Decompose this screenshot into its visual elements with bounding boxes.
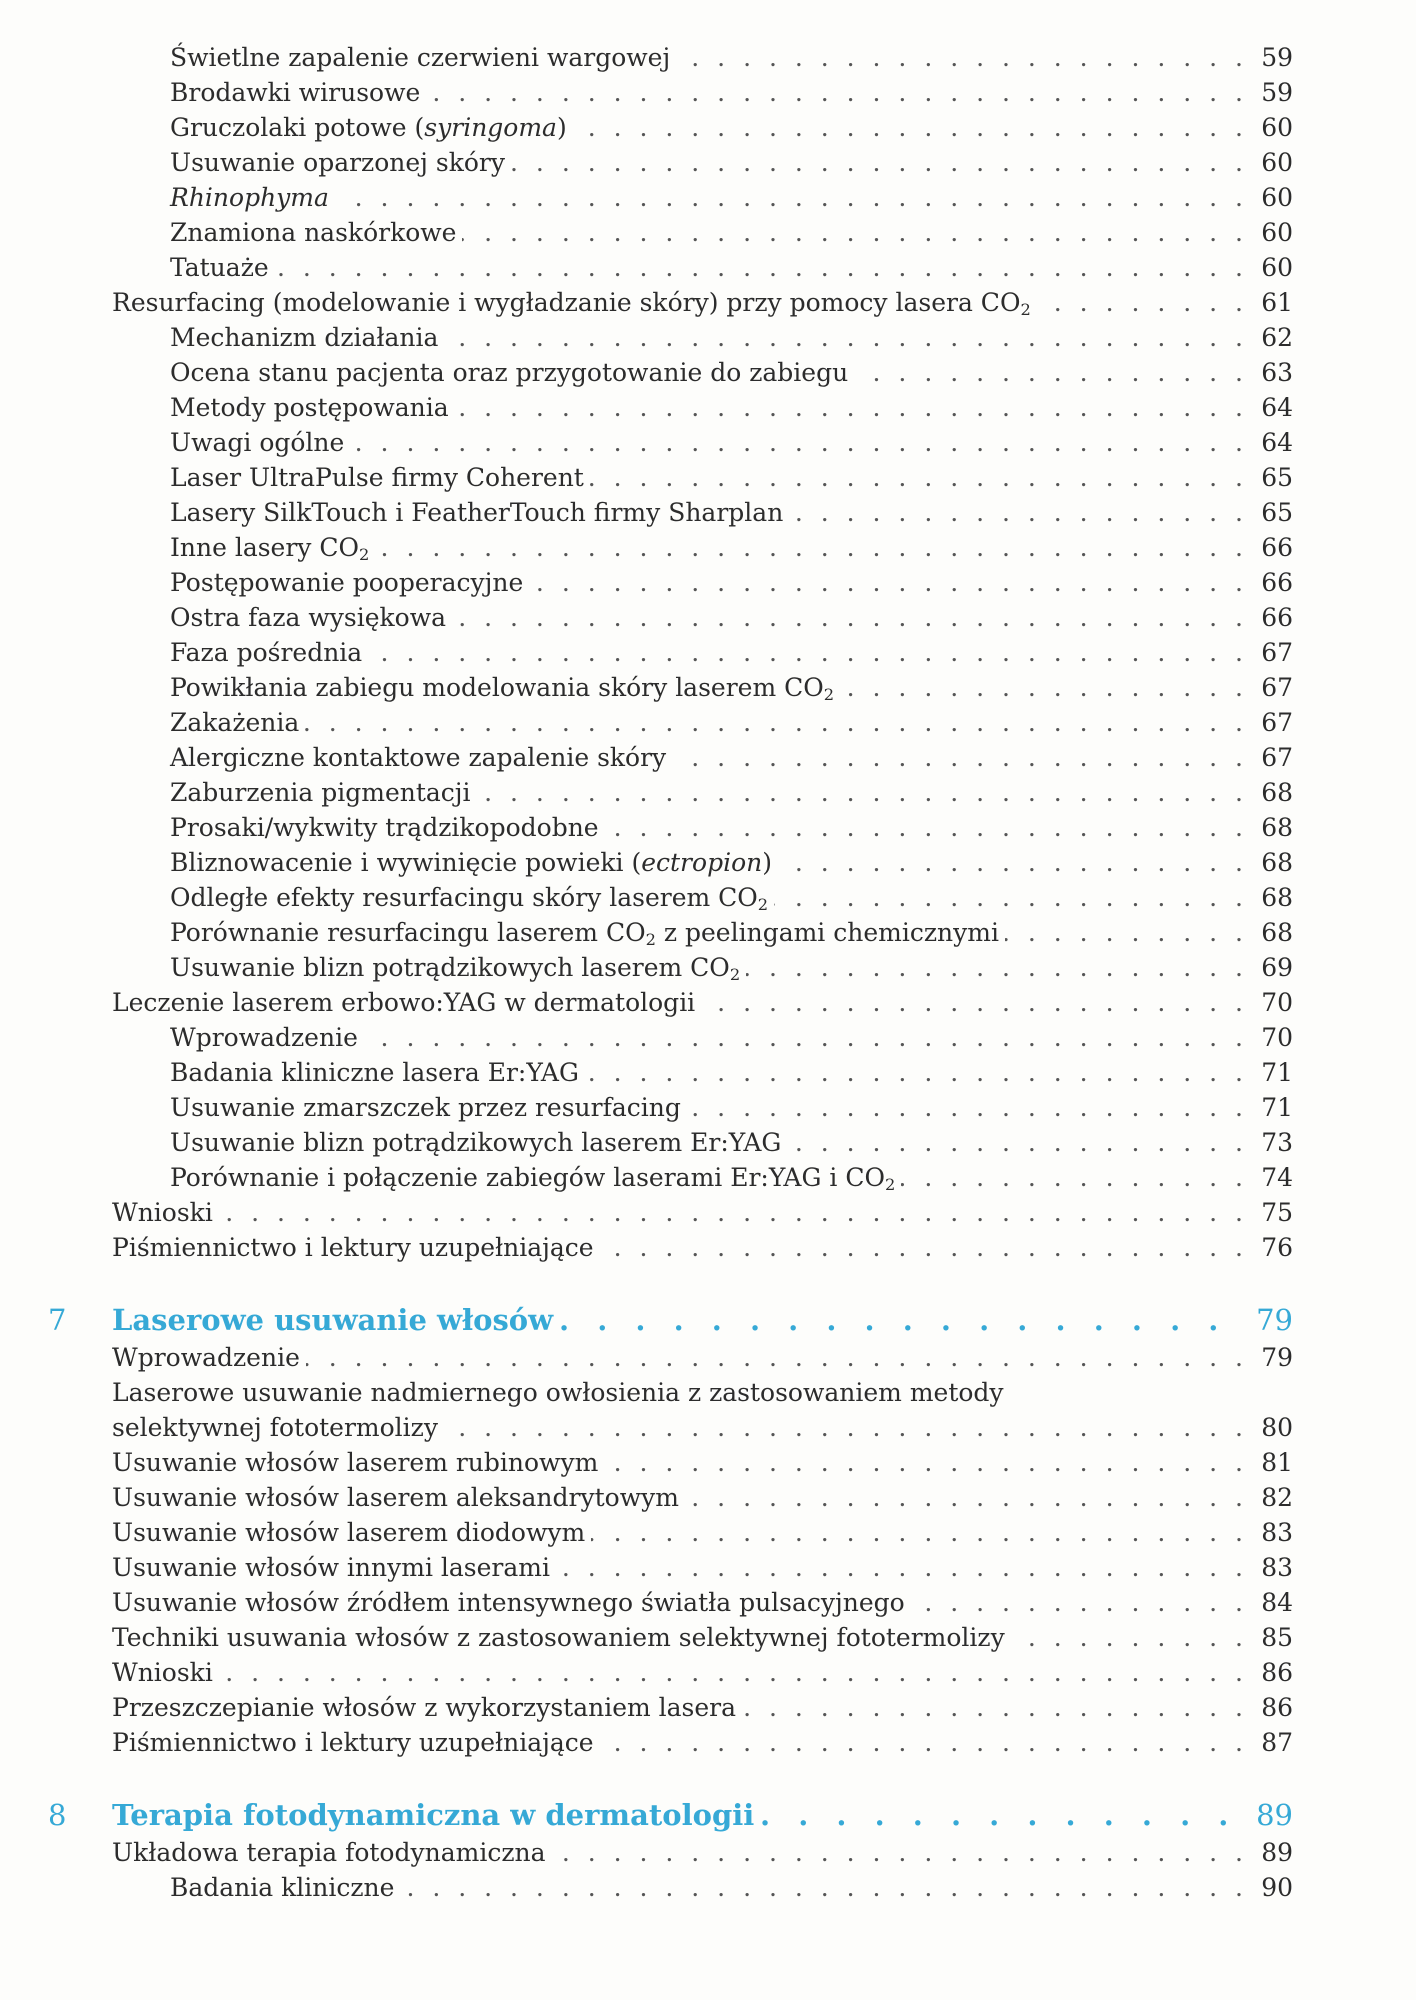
leader-dots bbox=[687, 1090, 1248, 1125]
entry-text: Postępowanie pooperacyjne bbox=[170, 568, 524, 597]
entry-title bbox=[170, 950, 740, 985]
toc-entry[interactable] bbox=[0, 1690, 1416, 1725]
leader-dots bbox=[605, 810, 1248, 845]
toc-entry[interactable] bbox=[0, 635, 1416, 670]
entry-page-number: 69 bbox=[1261, 953, 1293, 982]
toc-entry[interactable] bbox=[0, 1480, 1416, 1515]
entry-text: Usuwanie włosów źródłem intensywnego światła pulsacyjnego bbox=[112, 1588, 905, 1617]
entry-text: Porównanie resurfacingu laserem CO bbox=[170, 918, 646, 947]
entry-page-number: 66 bbox=[1261, 603, 1293, 632]
entry-text: Zakażenia bbox=[170, 708, 300, 737]
entry-text: Tatuaże bbox=[170, 253, 269, 282]
entry-title bbox=[170, 845, 772, 880]
toc-entry[interactable] bbox=[0, 390, 1416, 425]
toc-entry[interactable] bbox=[0, 670, 1416, 705]
entry-text: Wprowadzenie bbox=[112, 1343, 300, 1372]
leader-dots bbox=[760, 1795, 1246, 1835]
entry-page-number: 83 bbox=[1261, 1518, 1293, 1547]
toc-section-chapter-8 bbox=[0, 1835, 1416, 1905]
entry-page-number: 70 bbox=[1261, 988, 1293, 1017]
entry-text-after: z peelingami chemicznymi bbox=[655, 918, 999, 947]
toc-entry[interactable] bbox=[0, 1835, 1416, 1870]
entry-page-number: 86 bbox=[1261, 1693, 1293, 1722]
entry-page-number: 64 bbox=[1261, 428, 1293, 457]
entry-title bbox=[112, 1195, 213, 1230]
entry-page-number: 81 bbox=[1261, 1448, 1293, 1477]
entry-page-number: 67 bbox=[1261, 638, 1293, 667]
entry-title bbox=[112, 1515, 585, 1550]
entry-title bbox=[112, 1620, 1005, 1655]
leader-dots bbox=[901, 1160, 1248, 1195]
entry-page-number: 63 bbox=[1261, 358, 1293, 387]
entry-page-number: 71 bbox=[1261, 1093, 1293, 1122]
entry-page-number: 68 bbox=[1261, 848, 1293, 877]
entry-text-italic: ectropion bbox=[641, 848, 763, 877]
entry-title bbox=[170, 390, 449, 425]
entry-page-number: 71 bbox=[1261, 1058, 1293, 1087]
entry-title bbox=[170, 1870, 394, 1905]
toc-entry[interactable] bbox=[0, 145, 1416, 180]
entry-title-continuation: selektywnej fototermolizy bbox=[112, 1413, 438, 1442]
toc-entry[interactable] bbox=[0, 1020, 1416, 1055]
entry-page-number: 61 bbox=[1261, 288, 1293, 317]
leader-dots bbox=[676, 40, 1248, 75]
toc-entry[interactable] bbox=[0, 495, 1416, 530]
entry-title bbox=[170, 495, 783, 530]
leader-dots bbox=[275, 250, 1248, 285]
entry-title bbox=[170, 425, 344, 460]
leader-dots bbox=[840, 670, 1248, 705]
entry-title bbox=[112, 1835, 546, 1870]
toc-section-chapter-7 bbox=[0, 1340, 1416, 1760]
toc-entry[interactable] bbox=[0, 775, 1416, 810]
entry-title bbox=[170, 915, 999, 950]
leader-dots bbox=[350, 425, 1248, 460]
entry-title bbox=[170, 355, 848, 390]
entry-page-number: 74 bbox=[1261, 1163, 1293, 1192]
entry-page-number: 64 bbox=[1261, 393, 1293, 422]
entry-page-number: 67 bbox=[1261, 708, 1293, 737]
entry-text: Piśmiennictwo i lektury uzupełniające bbox=[112, 1728, 594, 1757]
toc-entry[interactable] bbox=[0, 565, 1416, 600]
leader-dots bbox=[552, 1835, 1248, 1870]
toc-entry[interactable] bbox=[0, 1870, 1416, 1905]
chapter-7-heading[interactable] bbox=[0, 1300, 1416, 1340]
entry-page-number: 75 bbox=[1261, 1198, 1293, 1227]
entry-text: Laser UltraPulse firmy Coherent bbox=[170, 463, 584, 492]
entry-text: Usuwanie blizn potrądzikowych laserem CO bbox=[170, 953, 730, 982]
leader-dots bbox=[600, 1725, 1248, 1760]
entry-page-number: 60 bbox=[1261, 113, 1293, 142]
entry-title bbox=[170, 145, 505, 180]
toc-entry[interactable] bbox=[0, 530, 1416, 565]
toc-entry[interactable] bbox=[0, 950, 1416, 985]
entry-title bbox=[112, 985, 695, 1020]
toc-entry[interactable] bbox=[0, 740, 1416, 775]
leader-dots bbox=[364, 1020, 1248, 1055]
entry-page-number: 60 bbox=[1261, 253, 1293, 282]
leader-dots bbox=[462, 215, 1248, 250]
entry-title bbox=[170, 1055, 579, 1090]
entry-text: Wprowadzenie bbox=[170, 1023, 358, 1052]
entry-title bbox=[112, 1585, 905, 1620]
entry-title bbox=[170, 1090, 681, 1125]
leader-dots bbox=[604, 1445, 1248, 1480]
leader-dots bbox=[787, 1125, 1248, 1160]
entry-title bbox=[170, 635, 362, 670]
entry-title bbox=[170, 670, 834, 705]
entry-text: Ostra faza wysiękowa bbox=[170, 603, 447, 632]
entry-page-number: 85 bbox=[1261, 1623, 1293, 1652]
entry-title bbox=[112, 1655, 213, 1690]
entry-title bbox=[112, 1340, 300, 1375]
entry-text: Lasery SilkTouch i FeatherTouch firmy Sharplan bbox=[170, 498, 784, 527]
chapter-8-heading[interactable] bbox=[0, 1795, 1416, 1835]
leader-dots bbox=[590, 460, 1248, 495]
entry-page-number: 76 bbox=[1261, 1233, 1293, 1262]
entry-title bbox=[170, 705, 299, 740]
leader-dots bbox=[400, 1870, 1248, 1905]
entry-text: Usuwanie oparzonej skóry bbox=[170, 148, 505, 177]
leader-dots bbox=[455, 390, 1248, 425]
entry-title bbox=[170, 1160, 895, 1195]
entry-title bbox=[170, 740, 666, 775]
entry-page-number: 68 bbox=[1261, 918, 1293, 947]
entry-page-number: 70 bbox=[1261, 1023, 1293, 1052]
entry-page-number: 62 bbox=[1261, 323, 1293, 352]
entry-page-number: 65 bbox=[1261, 463, 1293, 492]
entry-text: Badania kliniczne bbox=[170, 1873, 395, 1902]
entry-text: Laserowe usuwanie nadmiernego owłosienia z zastosowaniem metody bbox=[112, 1378, 1004, 1407]
entry-text: Bliznowacenie i wywinięcie powieki ( bbox=[170, 848, 642, 877]
entry-page-number: 89 bbox=[1261, 1838, 1293, 1867]
leader-dots bbox=[306, 1340, 1248, 1375]
leader-dots bbox=[774, 880, 1248, 915]
entry-title bbox=[170, 1125, 781, 1160]
entry-title bbox=[112, 1725, 594, 1760]
entry-text: Powikłania zabiegu modelowania skóry laserem CO bbox=[170, 673, 824, 702]
entry-text: Mechanizm działania bbox=[170, 323, 439, 352]
entry-text-after: ) bbox=[762, 848, 772, 877]
toc-entry[interactable] bbox=[0, 880, 1416, 915]
leader-dots bbox=[742, 1690, 1248, 1725]
entry-page-number: 67 bbox=[1261, 673, 1293, 702]
entry-text: Ocena stanu pacjenta oraz przygotowanie do zabiegu bbox=[170, 358, 849, 387]
entry-title bbox=[112, 1375, 1004, 1410]
chapter-page-number: 79 bbox=[1256, 1303, 1293, 1337]
entry-text: Brodawki wirusowe bbox=[170, 78, 421, 107]
toc-entry[interactable] bbox=[0, 1230, 1416, 1265]
entry-title bbox=[170, 75, 420, 110]
entry-text: Przeszczepianie włosów z wykorzystaniem lasera bbox=[112, 1693, 737, 1722]
leader-dots bbox=[778, 845, 1248, 880]
entry-page-number: 65 bbox=[1261, 498, 1293, 527]
toc-entry[interactable] bbox=[0, 1445, 1416, 1480]
toc-entry[interactable] bbox=[0, 1620, 1416, 1655]
toc-entry[interactable] bbox=[0, 110, 1416, 145]
chapter-number: 8 bbox=[48, 1798, 67, 1832]
toc-entry[interactable] bbox=[0, 75, 1416, 110]
leader-dots bbox=[746, 950, 1248, 985]
entry-text: Techniki usuwania włosów z zastosowaniem selektywnej fototermolizy bbox=[112, 1623, 1005, 1652]
entry-page-number: 59 bbox=[1261, 78, 1293, 107]
leader-dots bbox=[444, 1410, 1248, 1445]
toc-entry[interactable] bbox=[0, 460, 1416, 495]
entry-title bbox=[170, 775, 471, 810]
entry-page-number: 66 bbox=[1261, 568, 1293, 597]
subscript: 2 bbox=[729, 965, 741, 985]
entry-text: Usuwanie włosów laserem aleksandrytowym bbox=[112, 1483, 679, 1512]
toc-entry[interactable] bbox=[0, 1090, 1416, 1125]
leader-dots bbox=[1005, 915, 1248, 950]
subscript: 2 bbox=[757, 895, 769, 915]
entry-text: Usuwanie blizn potrądzikowych laserem Er:YAG bbox=[170, 1128, 782, 1157]
entry-text: Metody postępowania bbox=[170, 393, 449, 422]
leader-dots bbox=[672, 740, 1248, 775]
leader-dots bbox=[789, 495, 1248, 530]
entry-text: Świetlne zapalenie czerwieni wargowej bbox=[170, 43, 671, 72]
leader-dots bbox=[477, 775, 1248, 810]
leader-dots bbox=[219, 1195, 1248, 1230]
entry-title bbox=[170, 810, 599, 845]
entry-text-italic: Rhinophyma bbox=[170, 183, 329, 212]
entry-text: Usuwanie włosów laserem diodowym bbox=[112, 1518, 586, 1547]
toc-entry[interactable] bbox=[0, 1375, 1416, 1410]
leader-dots bbox=[219, 1655, 1248, 1690]
leader-dots bbox=[1011, 1620, 1248, 1655]
leader-dots bbox=[585, 1055, 1248, 1090]
leader-dots bbox=[1037, 285, 1248, 320]
entry-title bbox=[170, 250, 269, 285]
toc-entry[interactable] bbox=[0, 1340, 1416, 1375]
leader-dots bbox=[685, 1480, 1248, 1515]
toc-entry[interactable] bbox=[0, 40, 1416, 75]
entry-title bbox=[170, 40, 670, 75]
toc-entry[interactable] bbox=[0, 915, 1416, 950]
leader-dots bbox=[854, 355, 1248, 390]
toc-entry[interactable] bbox=[0, 1655, 1416, 1690]
entry-page-number: 82 bbox=[1261, 1483, 1293, 1512]
entry-page-number: 83 bbox=[1261, 1553, 1293, 1582]
entry-text-after: ) bbox=[556, 113, 567, 142]
entry-page-number: 68 bbox=[1261, 883, 1293, 912]
entry-text: Piśmiennictwo i lektury uzupełniające bbox=[112, 1233, 594, 1262]
entry-text: Prosaki/wykwity trądzikopodobne bbox=[170, 813, 599, 842]
subscript: 2 bbox=[359, 545, 370, 565]
toc-entry[interactable] bbox=[0, 1160, 1416, 1195]
entry-text: Wnioski bbox=[112, 1198, 213, 1227]
entry-text: Porównanie i połączenie zabiegów laserami Er:YAG i CO bbox=[170, 1163, 885, 1192]
entry-title bbox=[170, 180, 329, 215]
entry-page-number: 59 bbox=[1261, 43, 1293, 72]
entry-title bbox=[170, 110, 567, 145]
entry-title bbox=[170, 460, 584, 495]
leader-dots bbox=[335, 180, 1248, 215]
entry-page-number: 80 bbox=[1261, 1413, 1293, 1442]
chapter-page-number: 89 bbox=[1256, 1798, 1293, 1832]
leader-dots bbox=[600, 1230, 1248, 1265]
entry-page-number: 87 bbox=[1261, 1728, 1293, 1757]
toc-entry[interactable] bbox=[0, 180, 1416, 215]
entry-page-number: 60 bbox=[1261, 183, 1293, 212]
toc-entry[interactable] bbox=[0, 1195, 1416, 1230]
entry-text: Alergiczne kontaktowe zapalenie skóry bbox=[170, 743, 667, 772]
entry-page-number: 84 bbox=[1261, 1588, 1293, 1617]
chapter-number: 7 bbox=[48, 1303, 67, 1337]
toc-entry[interactable] bbox=[0, 320, 1416, 355]
entry-text: Odległe efekty resurfacingu skóry laserem CO bbox=[170, 883, 758, 912]
entry-page-number: 73 bbox=[1261, 1128, 1293, 1157]
entry-text: Usuwanie zmarszczek przez resurfacing bbox=[170, 1093, 681, 1122]
leader-dots bbox=[556, 1550, 1248, 1585]
entry-title bbox=[170, 530, 369, 565]
subscript: 2 bbox=[823, 685, 835, 705]
toc-entry[interactable] bbox=[0, 215, 1416, 250]
entry-title bbox=[170, 320, 438, 355]
leader-dots bbox=[426, 75, 1248, 110]
entry-text: Gruczolaki potowe ( bbox=[170, 113, 425, 142]
toc-entry[interactable] bbox=[0, 985, 1416, 1020]
entry-page-number: 79 bbox=[1261, 1343, 1293, 1372]
entry-text: Faza pośrednia bbox=[170, 638, 363, 667]
leader-dots bbox=[452, 600, 1248, 635]
toc-entry[interactable] bbox=[0, 250, 1416, 285]
leader-dots bbox=[701, 985, 1248, 1020]
entry-text: Badania kliniczne lasera Er:YAG bbox=[170, 1058, 579, 1087]
leader-dots bbox=[444, 320, 1248, 355]
toc-entry[interactable] bbox=[0, 1055, 1416, 1090]
subscript: 2 bbox=[645, 930, 656, 950]
leader-dots bbox=[368, 635, 1248, 670]
entry-title bbox=[170, 565, 523, 600]
toc-entry[interactable] bbox=[0, 810, 1416, 845]
subscript: 2 bbox=[884, 1175, 896, 1195]
toc-entry[interactable] bbox=[0, 1550, 1416, 1585]
toc-entry[interactable] bbox=[0, 285, 1416, 320]
chapter-gap bbox=[0, 1760, 1416, 1795]
entry-page-number: 90 bbox=[1261, 1873, 1293, 1902]
toc-entry[interactable] bbox=[0, 1725, 1416, 1760]
toc-entry[interactable] bbox=[0, 425, 1416, 460]
toc-entry[interactable] bbox=[0, 845, 1416, 880]
entry-text: Leczenie laserem erbowo:YAG w dermatologii bbox=[112, 988, 696, 1017]
entry-title bbox=[170, 600, 446, 635]
entry-page-number: 66 bbox=[1261, 533, 1293, 562]
chapter-title: Terapia fotodynamiczna w dermatologii bbox=[112, 1798, 755, 1832]
toc-entry[interactable] bbox=[0, 1585, 1416, 1620]
entry-page-number: 60 bbox=[1261, 148, 1293, 177]
toc-entry[interactable] bbox=[0, 1515, 1416, 1550]
entry-title bbox=[112, 285, 1031, 320]
leader-dots bbox=[573, 110, 1248, 145]
leader-dots bbox=[375, 530, 1248, 565]
entry-page-number: 67 bbox=[1261, 743, 1293, 772]
entry-text: Wnioski bbox=[112, 1658, 213, 1687]
entry-title bbox=[112, 1480, 679, 1515]
entry-page-number: 60 bbox=[1261, 218, 1293, 247]
entry-text: Resurfacing (modelowanie i wygładzanie skóry) przy pomocy lasera CO bbox=[112, 288, 1021, 317]
leader-dots bbox=[529, 565, 1248, 600]
leader-dots bbox=[305, 705, 1248, 740]
entry-page-number: 68 bbox=[1261, 813, 1293, 842]
entry-text: Znamiona naskórkowe bbox=[170, 218, 457, 247]
entry-title bbox=[112, 1230, 594, 1265]
entry-title bbox=[170, 215, 456, 250]
entry-title bbox=[112, 1445, 598, 1480]
table-of-contents bbox=[0, 40, 1416, 1905]
leader-dots bbox=[511, 145, 1248, 180]
entry-text: Inne lasery CO bbox=[170, 533, 359, 562]
subscript: 2 bbox=[1020, 300, 1031, 320]
entry-text: Usuwanie włosów laserem rubinowym bbox=[112, 1448, 599, 1477]
entry-title bbox=[112, 1690, 736, 1725]
toc-entry[interactable] bbox=[0, 355, 1416, 390]
toc-entry[interactable] bbox=[0, 600, 1416, 635]
entry-page-number: 68 bbox=[1261, 778, 1293, 807]
entry-title bbox=[170, 1020, 358, 1055]
entry-text: Zaburzenia pigmentacji bbox=[170, 778, 471, 807]
entry-text: Układowa terapia fotodynamiczna bbox=[112, 1838, 546, 1867]
toc-section-chapter-6-continued bbox=[0, 40, 1416, 1265]
entry-text-italic: syringoma bbox=[424, 113, 557, 142]
toc-entry[interactable] bbox=[0, 1125, 1416, 1160]
toc-entry[interactable] bbox=[0, 705, 1416, 740]
toc-entry-continuation[interactable] bbox=[0, 1410, 1416, 1445]
chapter-title: Laserowe usuwanie włosów bbox=[112, 1303, 554, 1337]
chapter-gap bbox=[0, 1265, 1416, 1300]
entry-text: Uwagi ogólne bbox=[170, 428, 345, 457]
leader-dots bbox=[591, 1515, 1248, 1550]
leader-dots bbox=[559, 1300, 1246, 1340]
entry-title bbox=[112, 1550, 550, 1585]
entry-text: Usuwanie włosów innymi laserami bbox=[112, 1553, 550, 1582]
entry-title bbox=[170, 880, 768, 915]
entry-page-number: 86 bbox=[1261, 1658, 1293, 1687]
leader-dots bbox=[911, 1585, 1248, 1620]
